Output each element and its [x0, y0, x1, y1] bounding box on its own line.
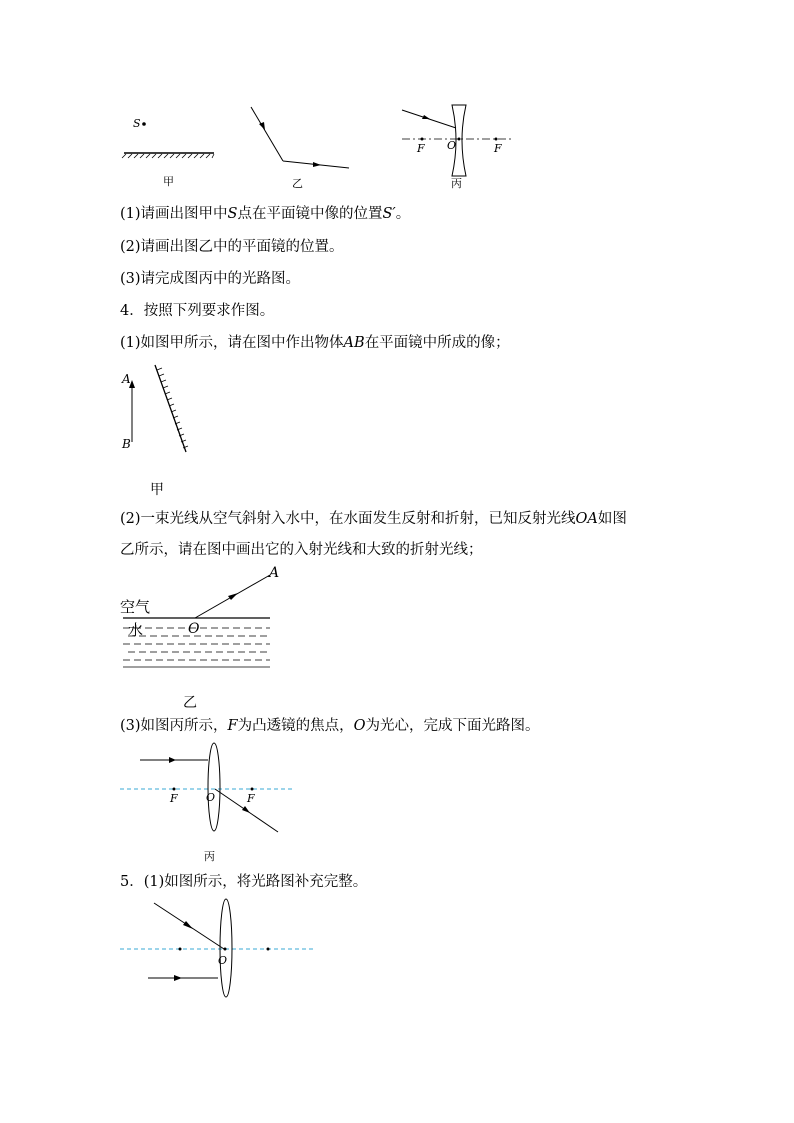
- q4-sub1-prefix: (1)如图甲所示，请在图中作出物体: [120, 335, 344, 351]
- q4-figure-bing-convex-lens: [118, 740, 298, 840]
- q5-figure-lens: [118, 896, 318, 1006]
- q4-bing-focus-left: F: [170, 792, 178, 805]
- q4-heading: 4．按照下列要求作图。: [120, 303, 275, 319]
- q3-sub2: (2)请画出图乙中的平面镜的位置。: [120, 239, 344, 255]
- q4-sub3-suffix: 为光心，完成下面光路图。: [365, 718, 540, 734]
- q4-yi-label-o: O: [188, 621, 200, 637]
- figure-bing-concave-lens: [396, 100, 518, 180]
- figure-jia-caption: 甲: [163, 175, 174, 188]
- q3-sub1-sprime: S′: [382, 206, 396, 222]
- q4-bing-center: O: [206, 791, 216, 804]
- q3-sub1-end: 。: [395, 206, 411, 222]
- q4-yi-label-a: A: [269, 565, 280, 581]
- bing-focus-right-label: F: [494, 142, 502, 155]
- q4-sub3-f: F: [227, 718, 238, 734]
- q4-sub3-o: O: [353, 718, 366, 734]
- q4-sub2-oa: OA: [575, 511, 598, 527]
- q4-sub2-prefix: (2)一束光线从空气斜射入水中，在水面发生反射和折射，已知反射光线: [120, 511, 576, 527]
- q4-figure-yi-caption: 乙: [183, 695, 197, 711]
- q4-air-label: 空气: [120, 598, 151, 616]
- q4-sub3-mid: 为凸透镜的焦点，: [237, 718, 354, 734]
- q4-sub1-suffix: 在平面镜中所成的像；: [364, 335, 510, 351]
- bing-focus-left-label: F: [417, 142, 425, 155]
- q4-sub1: [120, 334, 510, 352]
- q4-sub2-suffix: 如图: [597, 511, 627, 527]
- figure-yi-caption: 乙: [292, 177, 303, 190]
- figure-yi-rays: [245, 102, 355, 177]
- q3-sub3: (3)请完成图丙中的光路图。: [120, 271, 301, 287]
- q4-label-b: B: [122, 437, 131, 451]
- q4-figure-jia: [120, 360, 200, 460]
- q4-figure-bing-caption: 丙: [204, 850, 215, 863]
- q4-figure-jia-caption: 甲: [150, 482, 164, 498]
- q3-sub1-prefix: (1)请画出图甲中: [120, 206, 228, 222]
- q4-bing-focus-right: F: [247, 792, 255, 805]
- q4-sub3-prefix: (3)如图丙所示，: [120, 718, 228, 734]
- point-s-label: S: [133, 117, 141, 130]
- q4-label-a: A: [122, 372, 131, 386]
- q4-figure-yi: [120, 562, 280, 672]
- q3-sub1-s: S: [227, 206, 238, 222]
- q3-sub1: [120, 205, 410, 223]
- q5-center-label: O: [218, 954, 228, 967]
- q4-sub2-line1: [120, 510, 627, 528]
- q4-sub2-line2: 乙所示，请在图中画出它的入射光线和大致的折射光线；: [120, 542, 483, 558]
- figure-bing-caption: 丙: [451, 177, 462, 190]
- q3-sub1-mid: 点在平面镜中像的位置: [237, 206, 383, 222]
- q4-sub3: [120, 717, 540, 735]
- q5-heading: 5．(1)如图所示，将光路图补充完整。: [120, 874, 368, 890]
- bing-center-label: O: [447, 139, 457, 152]
- q4-sub1-ab: AB: [343, 335, 365, 351]
- q4-water-label: 水: [128, 621, 144, 639]
